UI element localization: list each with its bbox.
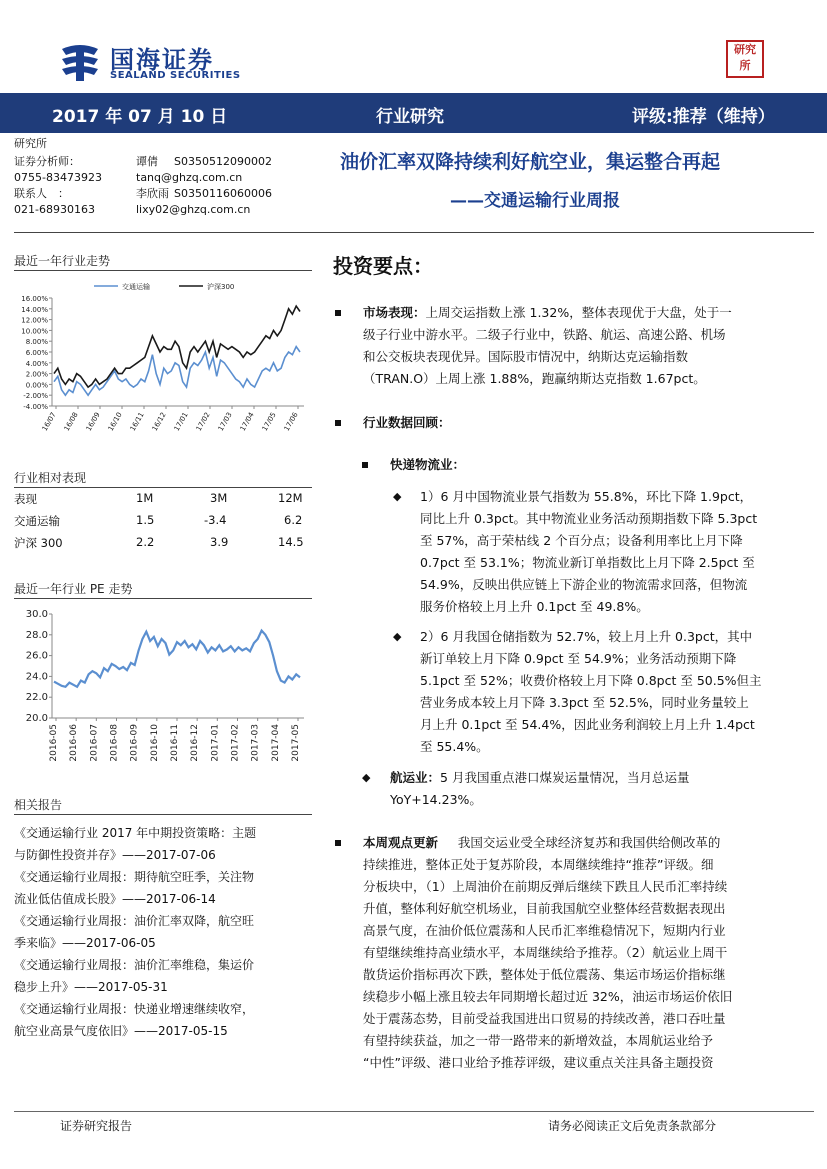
contact-label: 联系人 ： <box>14 187 69 200</box>
express-item-line: 新订单较上月下降 0.9pct 至 54.9%；业务活动预期下降 <box>420 651 737 666</box>
x-tick-label: 2017-05 <box>291 724 301 762</box>
analyst-row <box>14 155 314 171</box>
y-tick-label: -4.00% <box>23 403 48 411</box>
market-label: 市场表现： <box>363 305 426 320</box>
market-line: （TRAN.O）上周上涨 1.88%，跑赢纳斯达克指数 1.67pct。 <box>363 371 706 386</box>
pe-chart-heading: 最近一年行业 PE 走势 <box>14 582 133 596</box>
related-divider <box>14 814 312 815</box>
footer-left: 证券研究报告 <box>60 1119 133 1133</box>
x-tick-label: 2017-02 <box>230 724 241 762</box>
x-tick-label: 2017-03 <box>250 724 261 762</box>
market-line: 级子行业中游水平。二级子行业中，铁路、航运、高速公路、机场 <box>363 327 726 342</box>
diamond-bullet-icon: ◆ <box>393 630 402 643</box>
col-header: 1M <box>136 491 154 505</box>
y-tick-label: -2.00% <box>23 392 48 401</box>
header-divider <box>14 232 814 233</box>
x-tick-label: 2016-11 <box>170 724 180 762</box>
relative-perf-heading: 行业相对表现 <box>14 471 87 485</box>
row-label: 交通运输 <box>14 514 60 528</box>
review-section <box>335 412 797 434</box>
view-line: 升值，整体利好航空机场业，目前我国航空业整体经营数据表现出 <box>363 901 726 916</box>
y-tick-label: 12.00% <box>21 316 48 325</box>
key-points-heading: 投资要点： <box>333 254 433 278</box>
analyst-row <box>14 203 314 219</box>
view-line: 处于震荡态势，目前受益我国进出口贸易的持续改善，港口吞吐量 <box>363 1011 726 1026</box>
review-label: 行业数据回顾： <box>363 415 451 430</box>
related-report-line: 季来临》——2017-06-05 <box>14 936 156 950</box>
shipping-label: 航运业： <box>390 770 441 785</box>
report-rating: 评级:推荐（维持） <box>632 107 775 127</box>
col-header: 表现 <box>14 492 37 506</box>
express-item-line: 5.1pct 至 52%；收费价格较上月下降 0.8pct 至 50.5%但主 <box>420 673 762 688</box>
shipping-line: YoY+14.23%。 <box>390 792 482 807</box>
y-tick-label: 10.00% <box>21 327 48 336</box>
table-row <box>14 535 314 557</box>
express-item-line: 0.7pct 至 53.1%；物流业新订单指数比上月下降 2.5pct 至 <box>420 555 755 570</box>
view-line: 续稳步小幅上涨且较去年同期增长超过近 32%，油运市场运价依旧 <box>363 989 733 1004</box>
related-report-line: 航空业高景气度依旧》——2017-05-15 <box>14 1024 228 1038</box>
express-section <box>362 454 802 476</box>
trend-series <box>54 306 300 395</box>
x-tick-label: 16/09 <box>84 411 102 433</box>
view-line: 持续推进，整体正处于复苏阶段，本周继续维持“推荐”评级。细 <box>363 857 714 872</box>
analyst-name: 谭倩 <box>136 155 158 168</box>
header-banner <box>0 93 827 133</box>
brand-name-cn: 国海证券 <box>110 46 214 74</box>
related-report-line: 稳步上升》——2017-05-31 <box>14 980 168 994</box>
contact-name: 李欣雨 <box>136 187 169 200</box>
related-report-line: 《交通运输行业 2017 年中期投资策略：主题 <box>14 826 257 840</box>
pe-y-axis <box>26 609 52 724</box>
cell-3m: -3.4 <box>204 513 227 527</box>
legend-label: 沪深300 <box>207 283 235 291</box>
footer-divider <box>14 1111 814 1112</box>
relative-perf-table <box>14 491 314 557</box>
brand-name-en: SEALAND SECURITIES <box>110 70 241 81</box>
col-header: 12M <box>278 491 303 505</box>
express-item-line: 服务价格较上月上升 0.1pct 至 49.8%。 <box>420 599 649 614</box>
express-item-line: 月上升 0.1pct 至 54.4%，因此业务利润较上月上升 1.4pct <box>420 717 755 732</box>
x-tick-label: 16/12 <box>150 411 168 433</box>
col-header: 3M <box>210 491 228 505</box>
related-reports-heading: 相关报告 <box>14 798 63 812</box>
analyst-label: 证券分析师： <box>14 155 80 168</box>
view-line: 散货运价指标再次下跌，整体处于低位震荡、集运市场运价指标继 <box>363 967 726 982</box>
trend-divider <box>14 270 312 271</box>
footer-disclaimer: 请务必阅读正文后免责条款部分 <box>548 1119 717 1133</box>
table-row <box>14 513 314 535</box>
square-bullet-icon <box>335 840 341 846</box>
market-section <box>335 302 797 390</box>
x-tick-label: 2016-08 <box>109 724 120 762</box>
x-tick-label: 17/05 <box>260 411 278 433</box>
trend-legend <box>94 282 234 291</box>
related-report-line: 《交通运输行业周报：油价汇率双降，航空旺 <box>14 914 255 928</box>
view-line: “中性”评级、港口业给予推荐评级，建议重点关注具备主题投资 <box>363 1055 714 1070</box>
x-tick-label: 2016-12 <box>190 724 201 762</box>
express-item-line: 2）6 月我国仓储指数为 52.7%，较上月上升 0.3pct，其中 <box>420 629 753 644</box>
y-tick-label: 28.0 <box>25 629 48 641</box>
y-tick-label: 2.00% <box>25 370 48 379</box>
diamond-bullet-icon: ◆ <box>393 490 402 503</box>
square-bullet-icon <box>335 310 341 316</box>
x-tick-label: 17/04 <box>238 411 256 433</box>
series-line-沪深300 <box>54 306 300 387</box>
x-tick-label: 16/11 <box>128 411 146 433</box>
square-bullet-icon <box>335 420 341 426</box>
row-label: 沪深 300 <box>14 536 63 550</box>
y-tick-label: 8.00% <box>25 338 48 347</box>
x-tick-label: 17/06 <box>282 411 300 433</box>
seal-line-1: 研究 <box>734 43 756 56</box>
view-section <box>335 832 797 1074</box>
x-tick-label: 17/03 <box>216 411 234 433</box>
sealand-logo-icon <box>58 43 102 83</box>
report-title: 油价汇率双降持续利好航空业，集运整合再起 <box>340 151 721 173</box>
report-subtitle: ——交通运输行业周报 <box>450 191 620 211</box>
y-tick-label: 4.00% <box>25 359 48 368</box>
cell-12m: 6.2 <box>284 513 303 527</box>
y-tick-label: 6.00% <box>25 349 48 357</box>
pe-chart <box>14 604 314 774</box>
x-tick-label: 2017-01 <box>210 724 221 762</box>
related-report-line: 《交通运输行业周报：油价汇率维稳，集运价 <box>14 958 255 972</box>
x-tick-label: 17/02 <box>194 411 212 433</box>
seal-line-2: 所 <box>739 59 751 72</box>
analyst-row <box>14 187 314 203</box>
related-report-line: 与防御性投资并存》——2017-07-06 <box>14 848 216 862</box>
analyst-block <box>14 155 314 219</box>
diamond-bullet-icon: ◆ <box>362 771 371 784</box>
view-line: 分板块中，（1）上周油价在前期反弹后继续下跌且人民币汇率持续 <box>363 879 728 894</box>
analyst-phone: 0755-83473923 <box>14 171 102 184</box>
market-line: 和公交板块表现优异。国际股市情况中，纳斯达克运输指数 <box>363 349 689 364</box>
related-report-line: 流业低估值成长股》——2017-06-14 <box>14 892 216 906</box>
legend-label: 交通运输 <box>122 283 150 291</box>
contact-id: S0350116060006 <box>174 187 272 200</box>
view-label: 本周观点更新 <box>363 835 439 850</box>
pe-series <box>54 631 300 687</box>
cell-1m: 1.5 <box>136 513 155 527</box>
market-line: 上周交运指数上涨 1.32%，整体表现优于大盘，处于一 <box>425 305 732 320</box>
shipping-section <box>362 767 802 811</box>
express-item-1 <box>393 486 803 618</box>
express-item-line: 同比上升 0.3pct。其中物流业业务活动预期指数下降 5.3pct <box>420 511 758 526</box>
x-tick-label: 2016-07 <box>89 724 100 762</box>
y-tick-label: 0.00% <box>25 381 48 390</box>
x-tick-label: 2016-05 <box>49 724 59 762</box>
x-tick-label: 17/01 <box>172 411 190 433</box>
y-tick-label: 20.0 <box>25 713 48 724</box>
pe-divider <box>14 598 312 599</box>
express-item-line: 54.9%，反映出供应链上下游企业的物流需求回落，但物流 <box>420 577 748 592</box>
y-tick-label: 26.0 <box>25 650 48 662</box>
y-tick-label: 16.00% <box>21 295 48 303</box>
x-tick-label: 16/08 <box>62 411 80 433</box>
trend-chart-heading: 最近一年行业走势 <box>14 254 111 268</box>
related-report-line: 《交通运输行业周报：快递业增速继续收窄， <box>14 1002 255 1016</box>
cell-12m: 14.5 <box>278 535 304 549</box>
contact-email: lixy02@ghzq.com.cn <box>136 203 251 216</box>
shipping-line: 5 月我国重点港口煤炭运量情况，当月总运量 <box>440 770 690 785</box>
y-tick-label: 14.00% <box>21 305 48 314</box>
view-line: 有望持续获益，加之一带一路带来的新增效益，本周航运业给予 <box>363 1033 714 1048</box>
express-label: 快递物流业： <box>390 457 466 472</box>
report-date: 2017 年 07 月 10 日 <box>52 107 228 127</box>
series-line-PE <box>54 631 300 687</box>
y-tick-label: 22.0 <box>25 692 48 704</box>
relative-divider <box>14 487 312 488</box>
series-line-交通运输 <box>54 347 300 396</box>
trend-x-axis <box>41 406 304 432</box>
x-tick-label: 2017-04 <box>270 724 281 762</box>
y-tick-label: 30.0 <box>25 609 48 620</box>
cell-1m: 2.2 <box>136 535 155 549</box>
analyst-email: tanq@ghzq.com.cn <box>136 171 243 184</box>
related-report-line: 《交通运输行业周报：期待航空旺季，关注物 <box>14 870 255 884</box>
x-tick-label: 2016-06 <box>69 724 80 762</box>
x-tick-label: 16/10 <box>106 411 124 433</box>
trend-y-axis <box>21 295 52 411</box>
table-header-row <box>14 491 314 513</box>
related-reports-list <box>14 822 314 1042</box>
x-tick-label: 2016-09 <box>129 724 140 762</box>
express-item-2 <box>393 626 803 758</box>
view-line: 高景气度，在油价低位震荡和人民币汇率维稳情况下，短期内行业 <box>363 923 726 938</box>
y-tick-label: 24.0 <box>25 671 48 683</box>
view-line: 有望继续维持高业绩水平，本周继续给予推荐。（2）航运业上周干 <box>363 945 728 960</box>
analyst-row <box>14 171 314 187</box>
view-line: 我国交运业受全球经济复苏和我国供给侧改革的 <box>457 835 721 850</box>
express-item-line: 1）6 月中国物流业景气指数为 55.8%，环比下降 1.9pct， <box>420 489 753 504</box>
report-category: 行业研究 <box>376 107 444 127</box>
trend-chart <box>14 276 314 446</box>
cell-3m: 3.9 <box>210 535 229 549</box>
square-bullet-icon <box>362 462 368 468</box>
x-tick-label: 2016-10 <box>149 724 160 762</box>
express-item-line: 营业务成本较上月下降 3.3pct 至 52.5%，同时业务量较上 <box>420 695 749 710</box>
pe-x-axis <box>49 718 304 762</box>
analyst-id: S0350512090002 <box>174 155 272 168</box>
institute-seal <box>726 40 764 78</box>
express-item-line: 至 55.4%。 <box>420 739 489 754</box>
institute-label: 研究所 <box>14 137 47 150</box>
contact-phone: 021-68930163 <box>14 203 95 216</box>
express-item-line: 至 57%，高于荣枯线 2 个百分点；设备利用率比上月下降 <box>420 533 743 548</box>
x-tick-label: 16/07 <box>40 411 58 433</box>
